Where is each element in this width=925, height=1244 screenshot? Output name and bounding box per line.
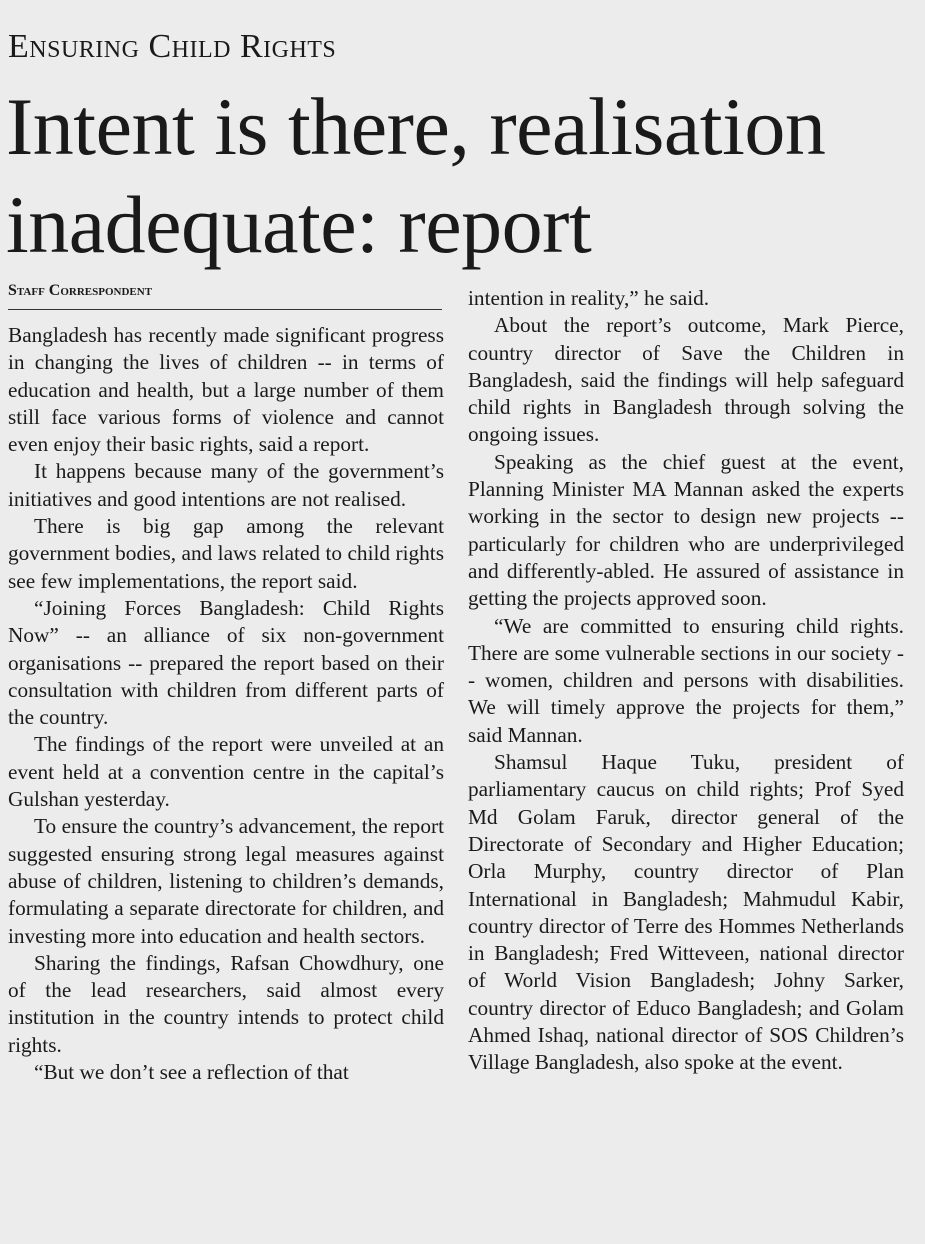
article-paragraph: Shamsul Haque Tuku, president of parliamentary caucus on child rights; Prof Syed Md Golam Faruk, director general of the Directorate of Secondary and Higher Education; Orla Murphy, country director of Plan International in Bangladesh; Mahmudul Kabir, country director of Terre des Hommes Netherlands in Bangladesh; Fred Witteveen, national director of World Vision Bangladesh; Johny Sarker, country director of Educo Bangladesh; and Golam Ahmed Ishaq, national director of SOS Children’s Village Bangladesh, also spoke at the event. xyxy=(468,750,904,1075)
article-column-right xyxy=(468,285,904,1077)
article-paragraph: The findings of the report were unveiled at an event held at a convention centre in the capital’s Gulshan yesterday. xyxy=(8,732,444,812)
article-paragraph: Sharing the findings, Rafsan Chowdhury, one of the lead researchers, said almost every institution in the country intends to protect child rights. xyxy=(8,950,444,1057)
byline-divider xyxy=(8,309,442,310)
article-column-left xyxy=(8,322,444,1086)
article-paragraph: To ensure the country’s advancement, the report suggested ensuring strong legal measures against abuse of children, listening to children’s demands, formulating a separate directorate for children, and investing more into education and health sectors. xyxy=(8,814,444,948)
article-paragraph: “But we don’t see a reflection of that xyxy=(34,1060,349,1085)
article-paragraph: Speaking as the chief guest at the event, Planning Minister MA Mannan asked the experts working in the sector to design new projects -- particularly for children who are underprivileged and differently-abled. He assured of assistance in getting the projects approved soon. xyxy=(468,449,904,611)
article-paragraph: Bangladesh has recently made significant progress in changing the lives of children -- in terms of education and health, but a large number of them still face various forms of violence and cannot even enjoy their basic rights, said a report. xyxy=(8,323,444,457)
section-kicker: Ensuring Child Rights xyxy=(8,28,337,65)
headline: Intent is there, realisation inadequate: report xyxy=(6,81,826,270)
article-paragraph: It happens because many of the government’s initiatives and good intentions are not realised. xyxy=(8,459,444,511)
article-paragraph: intention in reality,” he said. xyxy=(468,286,710,310)
article-paragraph: There is big gap among the relevant government bodies, and laws related to child rights see few implementations, the report said. xyxy=(8,514,444,593)
article-paragraph: “Joining Forces Bangladesh: Child Rights Now” -- an alliance of six non-government organisations -- prepared the report based on their consultation with children from different parts of the country. xyxy=(8,595,444,730)
article-paragraph: About the report’s outcome, Mark Pierce, country director of Save the Children in Bangladesh, said the findings will help safeguard child rights in Bangladesh through solving the ongoing issues. xyxy=(468,313,904,447)
article-paragraph: “We are committed to ensuring child rights. There are some vulnerable sections in our society -- women, children and persons with disabilities. We will timely approve the projects for them,” said Mannan. xyxy=(468,613,904,747)
byline: Staff Correspondent xyxy=(8,282,153,299)
